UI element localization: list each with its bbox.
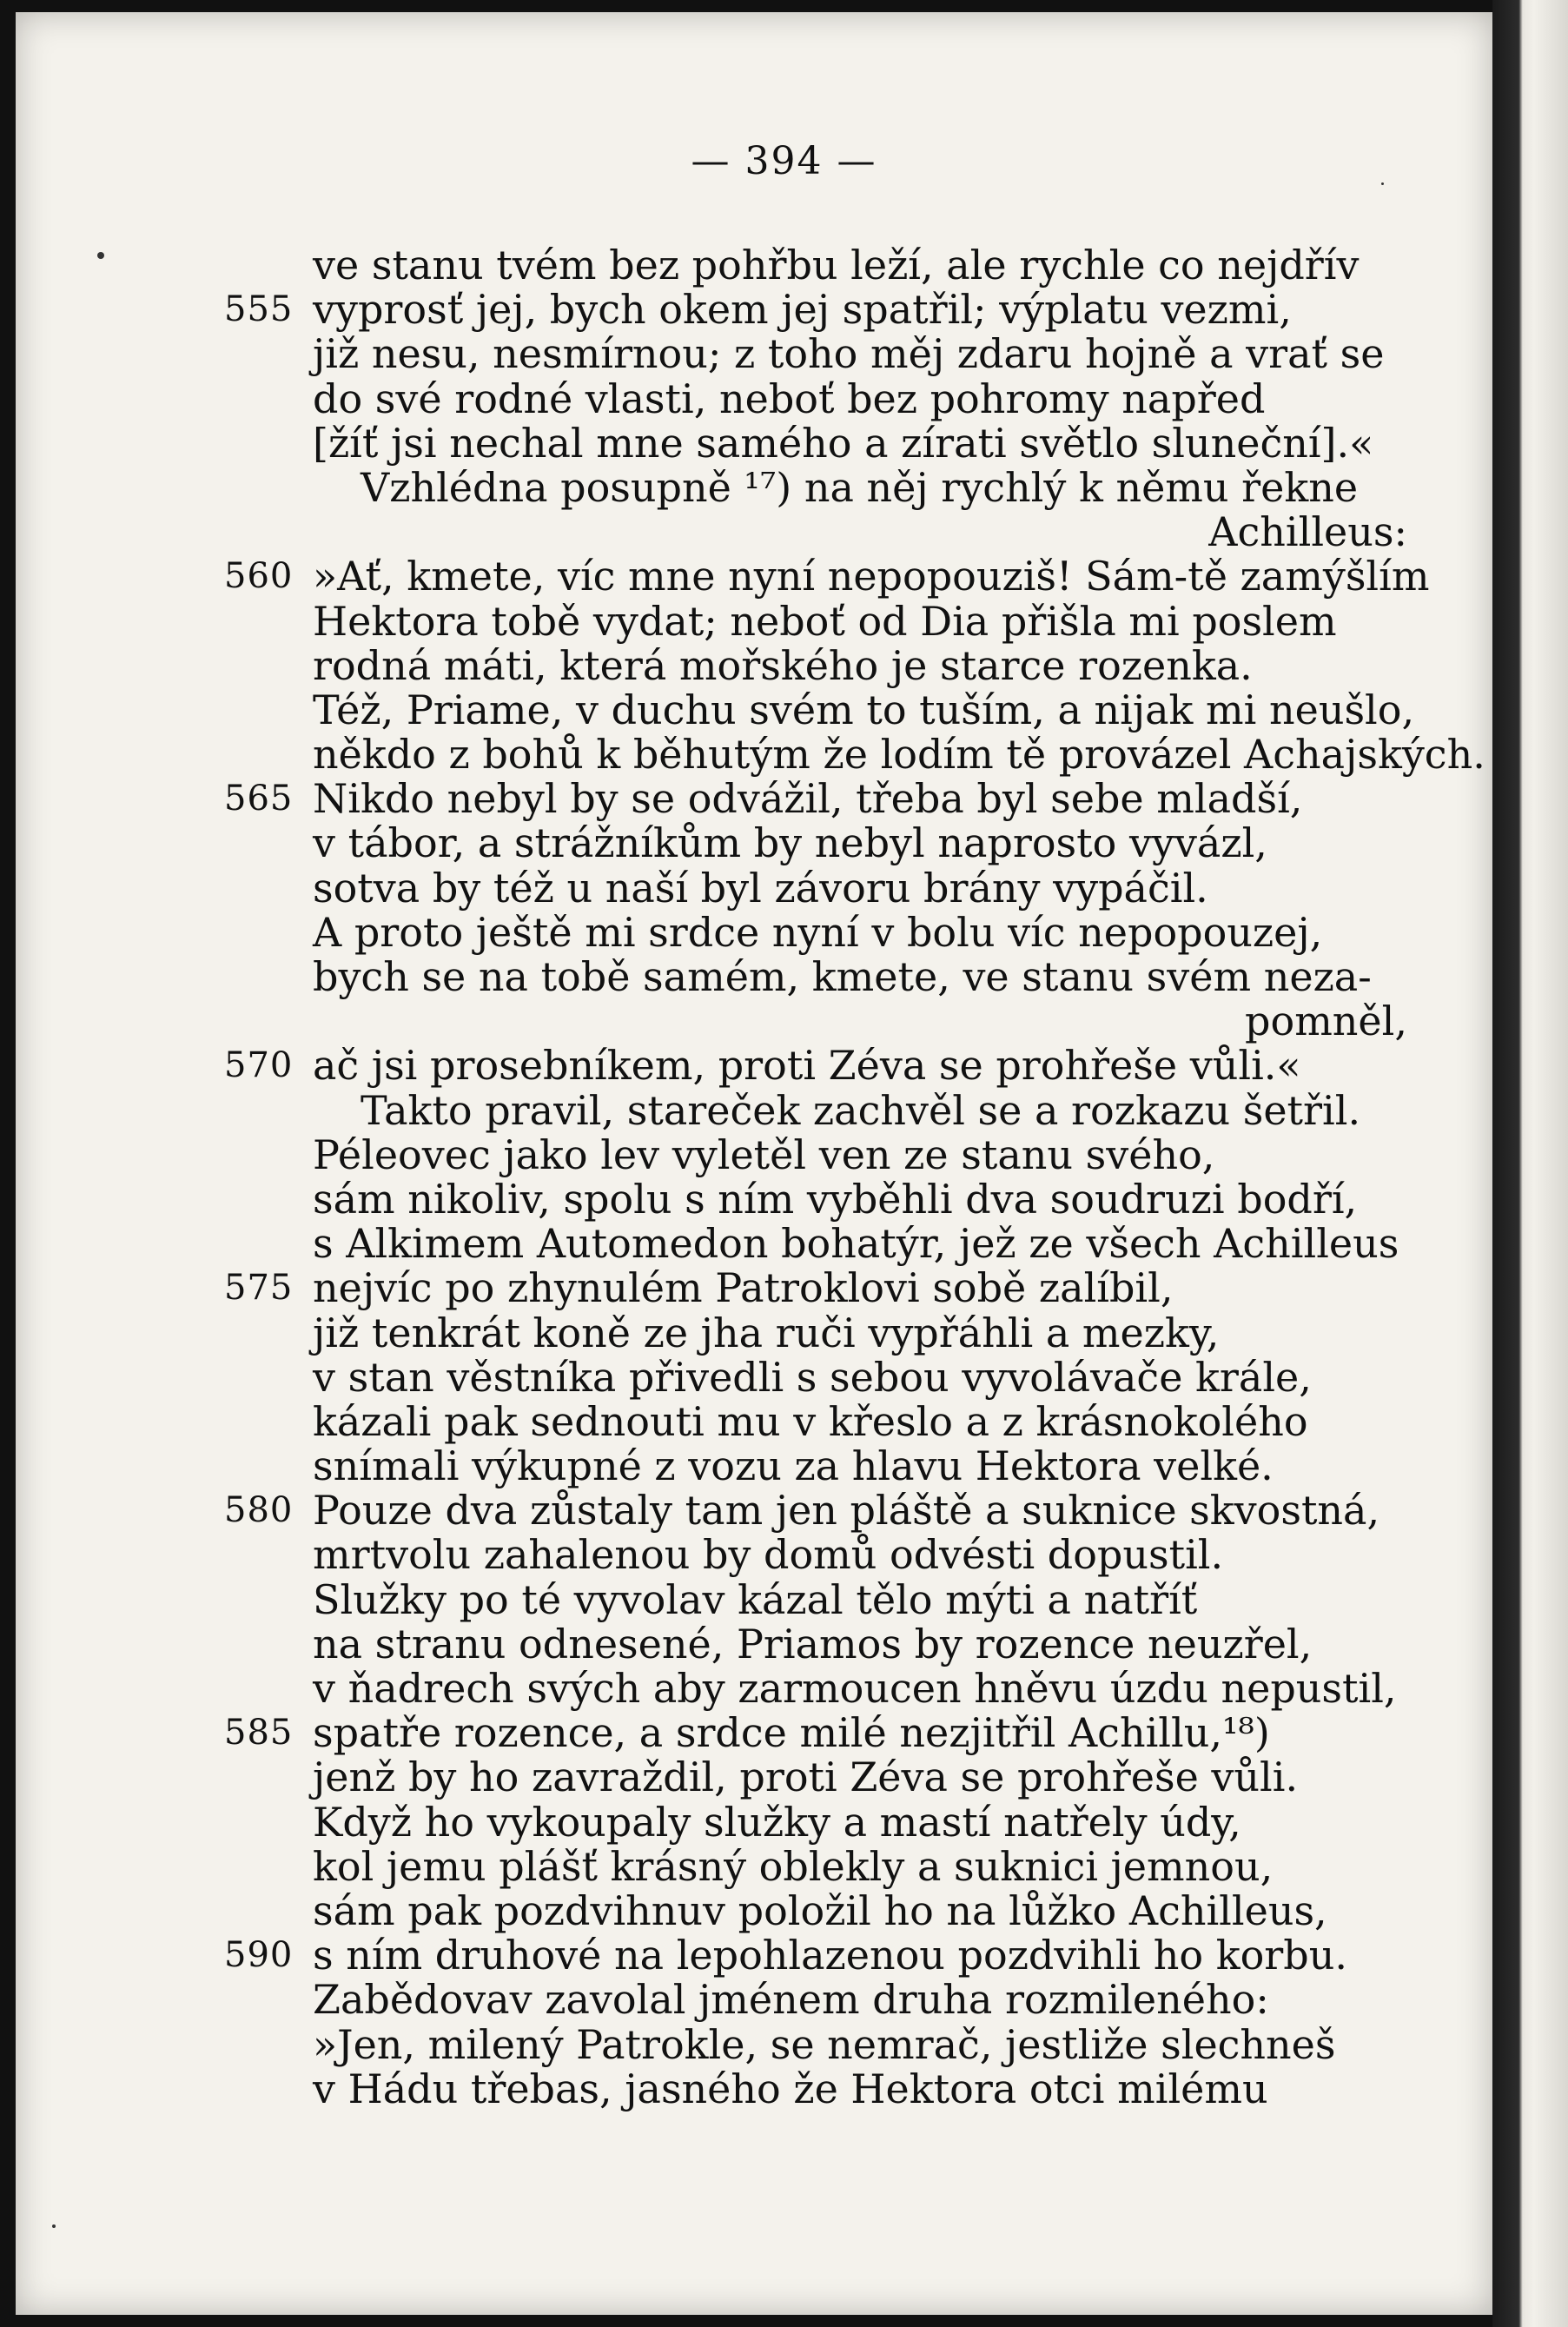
verse-text: Pouze dva zůstaly tam jen pláště a suknice skvostná, <box>313 1487 1380 1535</box>
verse-line <box>0 1488 1477 1533</box>
verse-line <box>0 1842 1477 1890</box>
verse-line <box>0 2020 1477 2068</box>
verse-text: A proto ještě mi srdce nyní v bolu víc nepopouzej, <box>313 908 1323 956</box>
verse-text: v ňadrech svých aby zarmoucen hněvu úzdu nepustil, <box>313 1665 1397 1712</box>
verse-line <box>0 1622 1477 1667</box>
verse-line <box>0 1575 1477 1623</box>
verse-text: bych se na tobě samém, kmete, ve stanu svém neza- <box>313 953 1372 1000</box>
verse-text: Vzhlédna posupně ¹⁷) na něj rychlý k němu řekne <box>361 463 1359 511</box>
verse-text: [žíť jsi nechal mne samého a zírati světlo sluneční].« <box>313 419 1374 467</box>
verse-text: vyprosť jej, bych okem jej spatřil; výplatu vezmi, <box>313 286 1292 334</box>
verse-line <box>0 1311 1477 1356</box>
verse-line <box>0 510 1477 554</box>
verse-text: spatře rozence, a srdce milé nezjitřil Achillu,¹⁸) <box>313 1709 1270 1757</box>
verse-line <box>0 688 1477 733</box>
verse-text: nejvíc po zhynulém Patroklovi sobě zalíbil, <box>313 1264 1174 1312</box>
poem-text-block <box>0 242 1485 2112</box>
verse-line <box>0 554 1477 599</box>
book-binding-edge <box>1492 0 1568 2327</box>
verse-line <box>0 1711 1477 1755</box>
verse-text: jenž by ho zavraždil, proti Zéva se prohřeše vůli. <box>313 1754 1299 1801</box>
verse-text: ve stanu tvém bez pohřbu leží, ale rychle co nejdřív <box>313 242 1360 288</box>
verse-line <box>0 1978 1477 2022</box>
verse-number: 575 <box>224 1268 294 1309</box>
verse-line <box>0 288 1477 332</box>
verse-text: Nikdo nebyl by se odvážil, třeba byl sebe mladší, <box>313 775 1303 823</box>
verse-text: na stranu odnesené, Priamos by rozence neuzřel, <box>313 1620 1313 1667</box>
verse-text: Zaběd​ovav zavolal jménem druha rozmileného: <box>313 1976 1269 2024</box>
verse-line <box>0 2067 1477 2112</box>
verse-line <box>0 377 1477 421</box>
verse-line <box>0 463 1477 511</box>
paper-speck <box>97 252 104 259</box>
verse-line <box>0 866 1477 911</box>
verse-line <box>0 777 1477 821</box>
verse-line <box>0 1044 1477 1088</box>
verse-text: rodná máti, která mořského je starce rozenka. <box>313 641 1253 689</box>
verse-line <box>0 1086 1477 1134</box>
verse-line <box>0 332 1477 376</box>
verse-line <box>0 1886 1477 1934</box>
verse-text: kol jemu plášť krásný oblekly a suknici jemnou, <box>313 1842 1274 1890</box>
verse-text: Achilleus: <box>1208 508 1407 556</box>
verse-text: »Ať, kmete, víc mne nyní nepopouziš! Sám-tě zamýšlím <box>313 553 1430 600</box>
verse-line <box>0 1667 1477 1711</box>
verse-text: Péleovec jako lev vyletěl ven ze stanu svého, <box>313 1130 1215 1178</box>
verse-line <box>0 1533 1477 1577</box>
verse-text: Takto pravil, stareček zachvěl se a rozkazu šetřil. <box>361 1086 1361 1134</box>
verse-line <box>0 1222 1477 1266</box>
verse-text: s Alkimem Automedon bohatýr, jež ze všech Achilleus <box>313 1220 1399 1268</box>
paper-speck <box>1381 182 1384 185</box>
verse-text: sotva by též u naší byl závoru brány vypáčil. <box>313 864 1208 912</box>
verse-number: 580 <box>224 1490 294 1531</box>
verse-text: kázali pak sednouti mu v křeslo a z krásnokolého <box>313 1397 1308 1445</box>
verse-text: pomněl, <box>1245 998 1407 1045</box>
verse-line <box>0 243 1477 288</box>
verse-text: Služky po té vyvolav kázal tělo mýti a natříť <box>313 1575 1198 1623</box>
verse-text: sám pak pozdvihnuv položil ho na lůžko Achilleus, <box>313 1886 1327 1934</box>
verse-line <box>0 1755 1477 1800</box>
verse-line <box>0 1130 1477 1178</box>
verse-line <box>0 821 1477 865</box>
verse-text: mrtvolu zahalenou by domů odvésti dopustil. <box>313 1531 1224 1579</box>
verse-text: již tenkrát koně ze jha ruči vypřáhli a mezky, <box>313 1309 1220 1356</box>
verse-text: v stan věstníka přivedli s sebou vyvolávače krále, <box>313 1353 1312 1401</box>
verse-text: v Hádu třebas, jasného že Hektora otci milému <box>313 2065 1268 2112</box>
verse-text: někdo z bohů k běhutým že lodím tě provázel Achajských. <box>313 731 1485 779</box>
verse-line <box>0 908 1477 956</box>
verse-text: již nesu, nesmírnou; z toho měj zdaru hojně a vrať se <box>313 330 1385 378</box>
verse-line <box>0 1353 1477 1401</box>
verse-text: ač jsi prosebníkem, proti Zéva se prohřeše vůli.« <box>313 1042 1301 1090</box>
verse-line <box>0 597 1477 645</box>
verse-line <box>0 1444 1477 1488</box>
verse-line <box>0 641 1477 689</box>
verse-text: »Jen, milený Patrokle, se nemrač, jestliže slechneš <box>313 2020 1336 2068</box>
verse-text: Hektora tobě vydat; neboť od Dia přišla mi poslem <box>313 597 1337 645</box>
verse-line <box>0 1177 1477 1222</box>
verse-line <box>0 1800 1477 1845</box>
verse-text: Když ho vykoupaly služky a mastí natřely údy, <box>313 1798 1241 1846</box>
verse-line <box>0 1397 1477 1445</box>
page-number: — 394 — <box>691 139 877 183</box>
verse-text: sám nikoliv, spolu s ním vyběhli dva soudruzi bodří, <box>313 1175 1358 1223</box>
verse-number: 570 <box>224 1045 294 1086</box>
verse-text: snímali výkupné z vozu za hlavu Hektora velké. <box>313 1442 1274 1490</box>
verse-line <box>0 955 1477 999</box>
verse-number: 555 <box>224 289 294 330</box>
verse-line <box>0 731 1485 779</box>
verse-number: 585 <box>224 1713 294 1754</box>
verse-text: s ním druhové na lepohlazenou pozdvihli ho korbu. <box>313 1932 1347 1979</box>
verse-text: Též, Priame, v duchu svém to tuším, a nijak mi neušlo, <box>313 686 1415 733</box>
verse-number: 565 <box>224 779 294 819</box>
verse-line <box>0 1933 1477 1978</box>
verse-number: 560 <box>224 556 294 597</box>
verse-line <box>0 1266 1477 1310</box>
verse-line <box>0 421 1477 466</box>
paper-speck <box>52 2224 56 2228</box>
verse-text: v tábor, a strážníkům by nebyl naprosto vyvázl, <box>313 819 1267 867</box>
verse-number: 590 <box>224 1935 294 1976</box>
verse-text: do své rodné vlasti, neboť bez pohromy napřed <box>313 375 1266 422</box>
verse-line <box>0 999 1477 1044</box>
